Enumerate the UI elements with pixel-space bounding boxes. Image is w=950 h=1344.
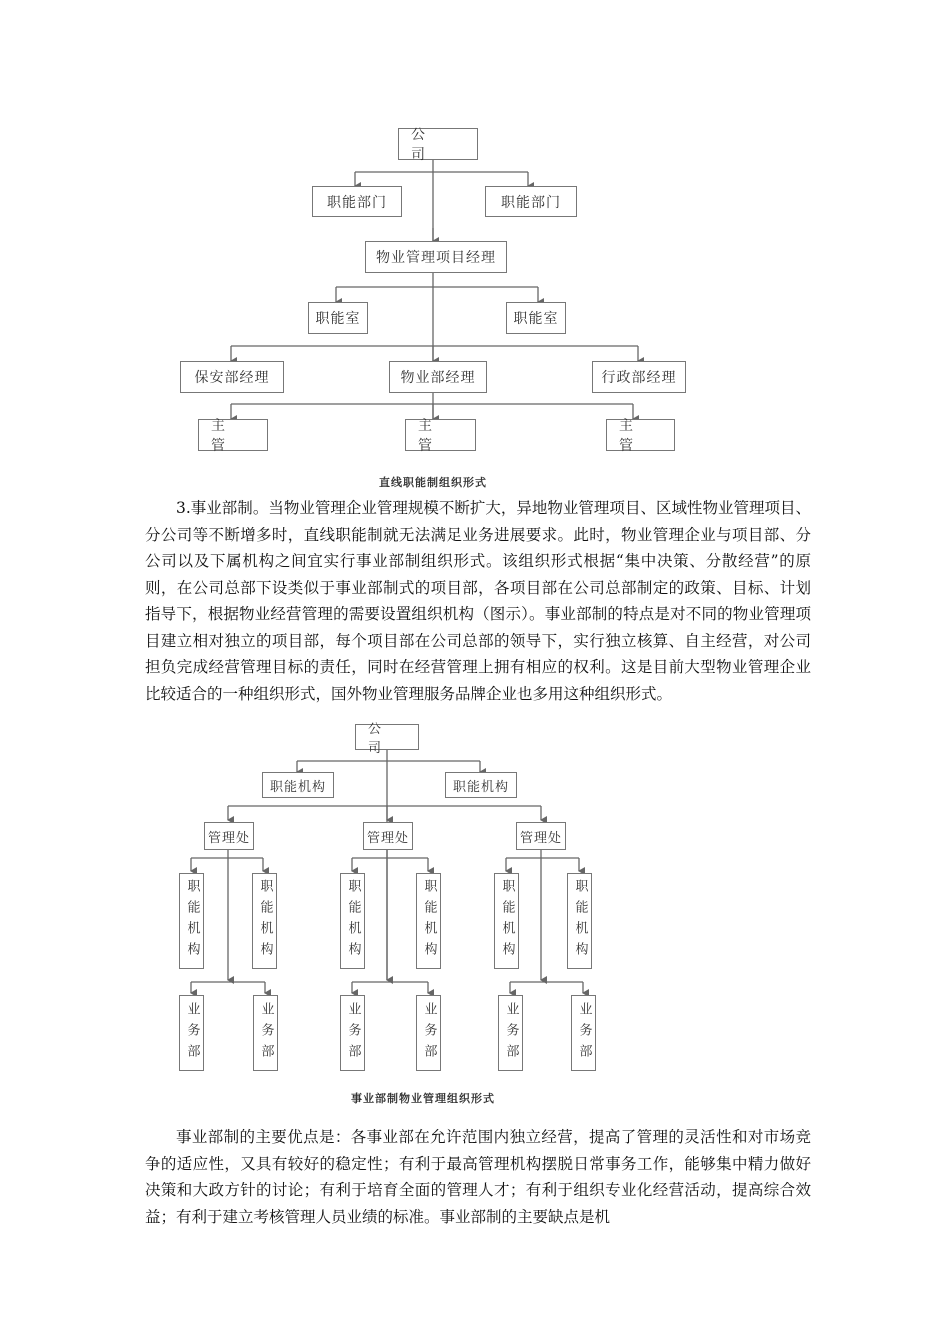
org2-box-functional-org-2: 职能机构 [445,772,517,798]
chart1-caption: 直线职能制组织形式 [379,476,487,489]
org2-box-functional-org-1: 职能机构 [262,772,334,798]
org2-vbox-functional-1a: 职能机构 [179,873,204,969]
org-box-functional-dept-2: 职能部门 [485,186,577,217]
org-box-project-manager: 物业管理项目经理 [365,241,507,273]
org2-vbox-functional-3b: 职能机构 [567,873,592,969]
org2-vbox-business-3b: 业务部 [571,995,596,1071]
org-box-admin-manager: 行政部经理 [592,361,686,393]
org-box-functional-room-1: 职能室 [308,302,368,334]
org2-vbox-business-1b: 业务部 [253,995,278,1071]
org-box-supervisor-2: 主 管 [405,419,476,451]
org2-vbox-business-3a: 业务部 [498,995,523,1071]
body-paragraph-1: 3.事业部制。当物业管理企业管理规模不断扩大，异地物业管理项目、区域性物业管理项目、分公司等不断增多时，直线职能制就无法满足业务进展要求。此时，物业管理企业与项目部、分公司以及下属机构之间宜实行事业部制组织形式。该组织形式根据“集中决策、分散经营”的原则，在公司总部下设类似于事业部制式的项目部，各项目部在公司总部制定的政策、目标、计划指导下，根据物业经营管理的需要设置组织机构（图示）。事业部制的特点是对不同的物业管理项目建立相对独立的项目部，每个项目部在公司总部的领导下，实行独立核算、自主经营，对公司担负完成经营管理目标的责任，同时在经营管理上拥有相应的权利。这是目前大型物业管理企业比较适合的一种组织形式，国外物业管理服务品牌企业也多用这种组织形式。 [145,499,811,703]
org2-box-office-1: 管理处 [204,822,254,850]
org2-box-office-3: 管理处 [516,822,566,850]
org2-vbox-functional-1b: 职能机构 [252,873,277,969]
org2-vbox-functional-3a: 职能机构 [494,873,519,969]
chart2-caption: 事业部制物业管理组织形式 [351,1092,495,1105]
org-box-company: 公 司 [398,128,478,160]
org2-vbox-business-2a: 业务部 [340,995,365,1071]
org2-box-office-2: 管理处 [363,822,413,850]
org2-box-company: 公 司 [355,724,419,750]
org-box-property-manager: 物业部经理 [389,361,487,393]
org-box-security-manager: 保安部经理 [180,361,284,393]
org-box-functional-room-2: 职能室 [506,302,566,334]
org-box-functional-dept-1: 职能部门 [312,186,402,217]
org2-vbox-functional-2a: 职能机构 [340,873,365,969]
body-paragraph-2: 事业部制的主要优点是：各事业部在允许范围内独立经营，提高了管理的灵活性和对市场竞争的适应性，又具有较好的稳定性；有利于最高管理机构摆脱日常事务工作，能够集中精力做好决策和大政方针的讨论；有利于培育全面的管理人才；有利于组织专业化经营活动，提高综合效益；有利于建立考核管理人员业绩的标准。事业部制的主要缺点是机 [145,1128,811,1226]
org2-vbox-business-2b: 业务部 [416,995,441,1071]
org2-vbox-functional-2b: 职能机构 [416,873,441,969]
org2-vbox-business-1a: 业务部 [179,995,204,1071]
org-box-supervisor-1: 主 管 [198,419,268,451]
org-box-supervisor-3: 主 管 [606,419,675,451]
